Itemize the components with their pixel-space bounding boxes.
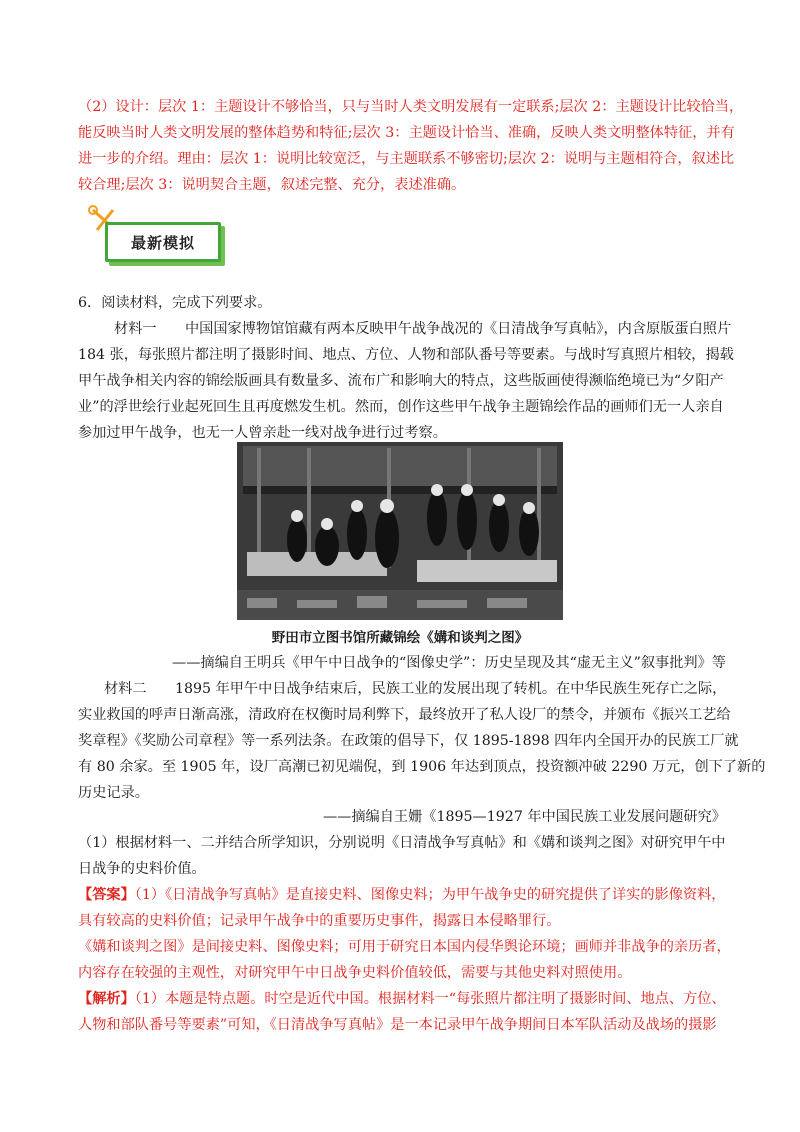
latest-mock-banner (95, 212, 223, 272)
material1-line-2: 184 张，每张照片都注明了摄影时间、地点、方位、人物和部队番号等要素。与战时写真照片相较，揭载 (78, 347, 734, 363)
sub-question-line-1: （1）根据材料一、二并结合所学知识，分别说明《日清战争写真帖》和《媾和谈判之图》对研究甲午中 (78, 835, 726, 851)
answer-tag: 【答案】 (78, 887, 135, 903)
material1-line-5: 参加过甲午战争，也无一人曾亲赴一线对战争进行过考察。 (78, 425, 447, 441)
banner-label: 最新模拟 (130, 234, 195, 252)
design-answer-line-2: 能反映当时人类文明发展的整体趋势和特征;层次 3：主题设计恰当、准确，反映人类文明整体特征，并有 (78, 125, 735, 141)
material2-line-5: 历史记录。 (78, 785, 149, 801)
material2-line-3: 奖章程》《奖励公司章程》等一系列法条。在政策的倡导下，仅 1895-1898 四年内全国开办的民族工厂就 (78, 733, 739, 749)
answer-line-2: 具有较高的史料价值；记录甲午战争中的重要历史事件，揭露日本侵略罪行。 (78, 913, 561, 929)
answer-line-3: 《媾和谈判之图》是间接史料、图像史料；可用于研究日本国内侵华舆论环境；画师并非战争的亲历者， (78, 939, 731, 955)
banner-box (105, 222, 221, 262)
sub-question-line-2: 日战争的史料价值。 (78, 861, 206, 877)
material1-line-3: 甲午战争相关内容的锦绘版画具有数量多、流布广和影响大的特点，这些版画使得濒临绝境已为“夕阳产 (78, 373, 724, 389)
material1-line-4: 业”的浮世绘行业起死回生且再度燃发生机。然而，创作这些甲午战争主题锦绘作品的画师们无一人亲自 (78, 399, 724, 415)
design-answer-line-3: 进一步的介绍。理由：层次 1：说明比较宽泛，与主题联系不够密切;层次 2：说明与主题相符合，叙述比 (78, 151, 735, 167)
material2-line-4: 有 80 余家。至 1905 年，设厂高潮已初见端倪，到 1906 年达到顶点，投资额冲破 2290 万元，创下了新的 (78, 759, 766, 775)
analysis-line-2: 人物和部队番号等要素”可知，《日清战争写真帖》是一本记录甲午战争期间日本军队活动及战场的摄影 (78, 1017, 717, 1033)
material2-line-2: 实业救国的呼声日渐高涨，清政府在权衡时局利弊下，最终放开了私人设厂的禁令，并颁布《振兴工艺给 (78, 707, 731, 723)
answer-line-4: 内容存在较强的主观性，对研究甲午中日战争史料价值较低，需要与其他史料对照使用。 (78, 965, 632, 981)
material1-line-1: 材料一 中国国家博物馆馆藏有两本反映甲午战争战况的《日清战争写真帖》，内含原版蛋白照片 (114, 321, 732, 337)
image-caption: 野田市立图书馆所藏锦绘《媾和谈判之图》 (271, 630, 529, 646)
material2-line-1: 材料二 1895 年甲午中日战争结束后，民族工业的发展出现了转机。在中华民族生死存亡之际， (104, 681, 727, 697)
answer-line-1 (78, 884, 725, 906)
answer-text-1: （1）《日清战争写真帖》是直接史料、图像史料；为甲午战争史的研究提供了详实的影像资料， (134, 887, 726, 903)
design-answer-line-1: （2）设计：层次 1：主题设计不够恰当，只与当时人类文明发展有一定联系;层次 2：主题设计比较恰当， (78, 99, 744, 115)
analysis-line-1 (78, 988, 726, 1010)
negotiation-print-image (237, 442, 563, 620)
analysis-tag: 【解析】 (78, 991, 135, 1007)
analysis-text-1: （1）本题是特点题。时空是近代中国。根据材料一“每张照片都注明了摄影时间、地点、方位、 (134, 991, 726, 1007)
source-2: ——摘编自王姗《1895—1927 年中国民族工业发展问题研究》 (322, 809, 726, 825)
question-intro: 6．阅读材料，完成下列要求。 (78, 295, 272, 311)
source-1: ——摘编自王明兵《甲午中日战争的“图像史学”：历史呈现及其“虚无主义”叙事批判》等 (172, 655, 726, 671)
design-answer-line-4: 较合理;层次 3：说明契合主题，叙述完整、充分，表述准确。 (78, 177, 466, 193)
